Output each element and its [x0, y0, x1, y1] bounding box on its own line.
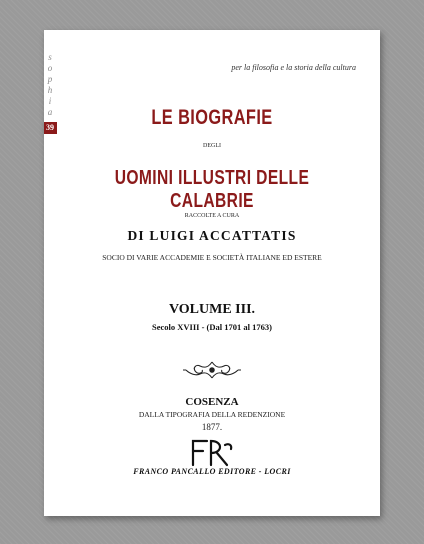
series-letter: p — [47, 74, 53, 84]
publisher-logo-icon — [187, 437, 235, 467]
publication-city: COSENZA — [185, 396, 239, 408]
volume-number: VOLUME III. — [168, 302, 256, 317]
printer-name: DALLA TIPOGRAFIA DELLA REDENZIONE — [138, 410, 286, 419]
publisher-name: FRANCO PANCALLO EDITORE - LOCRI — [133, 467, 291, 476]
series-letter: a — [47, 107, 53, 117]
title-line-1: LE BIOGRAFIE — [151, 106, 273, 129]
series-letter: s — [48, 52, 52, 62]
series-tagline: per la filosofia e la storia della cultura — [231, 63, 356, 72]
title-connector: DEGLI — [203, 143, 221, 149]
book-cover — [44, 30, 380, 516]
series-number-badge: 39 — [44, 122, 57, 134]
series-letter: o — [47, 63, 53, 73]
author-name: DI LUIGI ACCATTATIS — [127, 228, 297, 243]
series-letter: i — [48, 96, 52, 106]
volume-period: Secolo XVIII - (Dal 1701 al 1763) — [152, 322, 272, 332]
ornament-icon — [182, 358, 242, 382]
series-letter: h — [47, 85, 53, 95]
author-affiliation: SOCIO DI VARIE ACCADEMIE E SOCIETÀ ITALIANE ED ESTERE — [102, 253, 322, 262]
series-spine-label — [44, 52, 56, 134]
editor-note: RACCOLTE A CURA — [184, 213, 240, 219]
publication-year: 1877. — [201, 422, 223, 432]
title-line-2: UOMINI ILLUSTRI DELLE CALABRIE — [114, 167, 310, 212]
